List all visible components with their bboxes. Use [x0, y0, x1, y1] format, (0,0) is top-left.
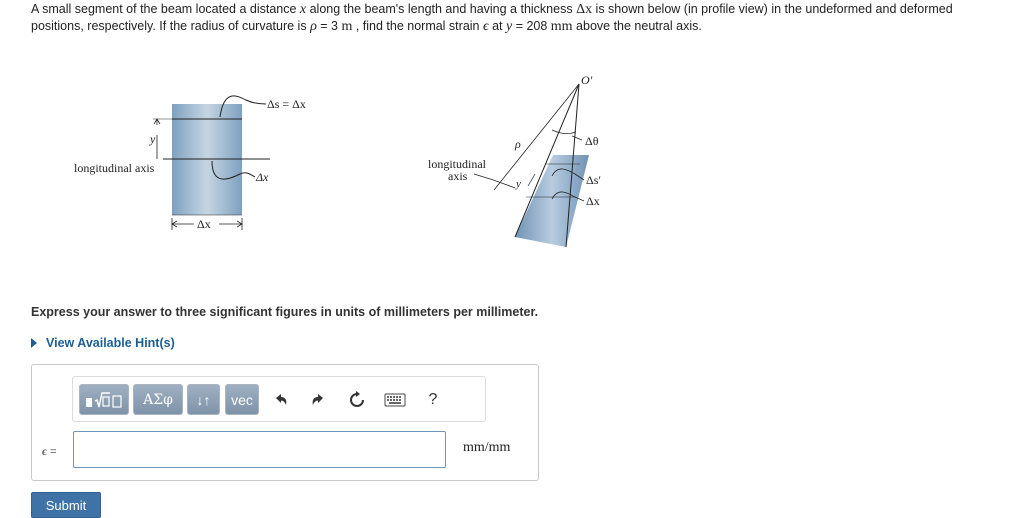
equals-sign: =	[46, 444, 57, 458]
math-var-y: y	[506, 19, 513, 34]
dx-curve-label: Δx	[256, 170, 269, 184]
ds-equals-dx-label: Δs = Δx	[267, 97, 306, 111]
y-label-right: y	[516, 178, 521, 190]
problem-text: along the beam's length and having a thickness	[306, 2, 577, 16]
ds-prime-label: Δs′	[586, 173, 602, 187]
beam-figure	[60, 70, 640, 255]
problem-text: above the neutral axis.	[572, 19, 702, 33]
longitudinal-label: longitudinal	[428, 157, 486, 171]
dx-label-right: Δx	[586, 194, 600, 208]
math-rho: ρ	[310, 19, 317, 34]
view-hints-link[interactable]	[31, 336, 175, 350]
dx-dimension-label: Δx	[197, 217, 211, 231]
math-epsilon: ϵ	[482, 19, 489, 34]
o-prime-label: O′	[581, 73, 593, 87]
sort-button[interactable]: ↓↑	[187, 384, 220, 415]
help-button[interactable]: ?	[428, 391, 438, 408]
y-unit: mm	[550, 19, 573, 34]
submit-button[interactable]: Submit	[31, 492, 101, 518]
dtheta-arc	[552, 130, 576, 134]
templates-button[interactable]	[79, 384, 129, 415]
vector-button[interactable]: vec	[225, 384, 259, 415]
keyboard-icon[interactable]	[383, 388, 407, 412]
answer-instruction: Express your answer to three significant figures in units of millimeters per millimeter.	[31, 305, 539, 319]
problem-text: is shown below (in profile view) in the undeformed and deformed positions, respectively. If the radius of curvature is	[31, 2, 953, 33]
hints-label: View Available Hint(s)	[46, 336, 175, 350]
dtheta-leader	[572, 136, 582, 140]
expand-triangle-icon	[31, 338, 37, 348]
problem-text: at	[488, 19, 506, 33]
redo-icon[interactable]	[306, 388, 330, 412]
epsilon-label	[42, 444, 57, 459]
axis-label: axis	[448, 169, 468, 183]
y-arrow	[528, 174, 535, 186]
y-value: = 208	[512, 19, 551, 33]
problem-statement	[31, 1, 1006, 35]
greek-symbols-button[interactable]: ΑΣφ	[133, 384, 183, 415]
problem-text: A small segment of the beam located a distance	[31, 2, 300, 16]
beam-diagram	[60, 70, 640, 255]
problem-text: , find the normal strain	[352, 19, 483, 33]
math-delta-x: Δx	[576, 2, 593, 17]
answer-input[interactable]	[73, 431, 446, 468]
longitudinal-axis-label: longitudinal axis	[74, 161, 155, 175]
dtheta-label: Δθ	[585, 134, 599, 148]
epsilon-symbol: ϵ	[42, 444, 47, 458]
y-label: y	[150, 132, 156, 146]
undo-icon[interactable]	[269, 388, 293, 412]
math-var-x: x	[299, 2, 307, 17]
math-toolbar	[72, 376, 486, 422]
deformed-element	[515, 155, 589, 247]
rho-unit: m	[341, 19, 353, 34]
templates-icon	[84, 390, 124, 410]
reset-icon[interactable]	[345, 388, 369, 412]
rho-label: ρ	[515, 137, 521, 151]
axis-leader	[474, 174, 515, 188]
answer-panel	[31, 364, 539, 481]
rho-value: = 3	[316, 19, 342, 33]
units-label: mm/mm	[463, 440, 511, 455]
